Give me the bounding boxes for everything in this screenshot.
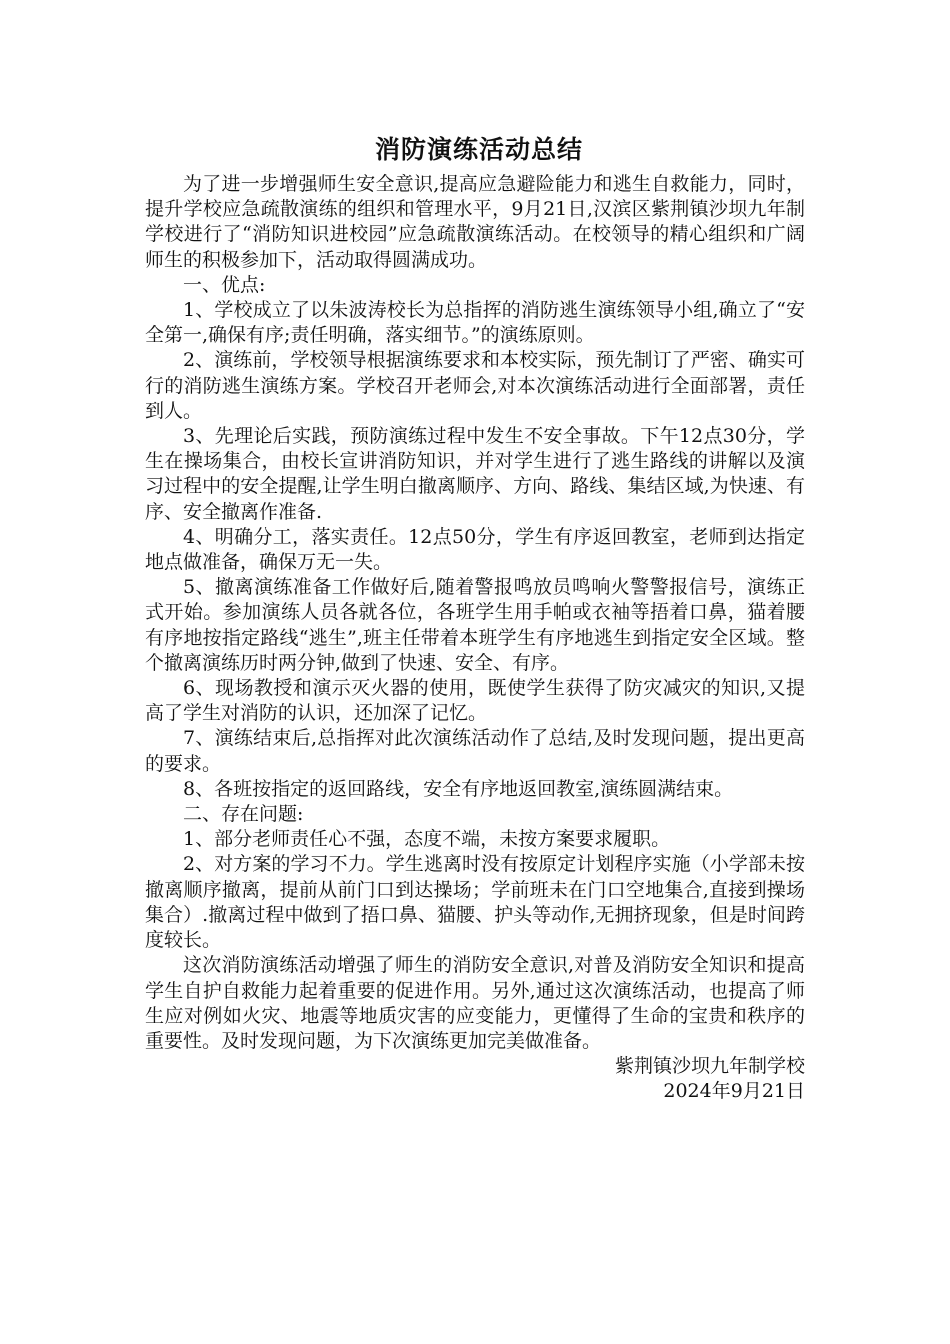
paragraph-intro: 为了进一步增强师生安全意识,提高应急避险能力和逃生自救能力，同时，提升学校应急疏散演练的组织和管理水平，9月21日,汉滨区紫荆镇沙坝九年制学校进行了“消防知识进校园”应急疏散演练活动。在校领导的精心组织和广阔师生的积极参加下，活动取得圆满成功。 <box>145 173 805 271</box>
paragraph-strength-3: 3、先理论后实践，预防演练过程中发生不安全事故。下午12点30分，学生在操场集合，由校长宣讲消防知识，并对学生进行了逃生路线的讲解以及演习过程中的安全提醒,让学生明白撤离顺序、方向、路线、集结区域,为快速、有序、安全撤离作准备. <box>145 425 805 523</box>
document-title: 消防演练活动总结 <box>374 135 583 164</box>
paragraph-problem-2: 2、对方案的学习不力。学生逃离时没有按原定计划程序实施（小学部未按撤离顺序撤离，提前从前门口到达操场；学前班未在门口空地集合,直接到操场集合）.撤离过程中做到了捂口鼻、猫腰、护头等动作,无拥挤现象，但是时间跨度较长。 <box>145 853 805 952</box>
paragraph-strength-7: 7、演练结束后,总指挥对此次演练活动作了总结,及时发现问题，提出更高的要求。 <box>145 727 805 775</box>
paragraph-conclusion: 这次消防演练活动增强了师生的消防安全意识,对普及消防安全知识和提高学生自护自救能力起着重要的促进作用。另外,通过这次演练活动，也提高了师生应对例如火灾、地震等地质灾害的应变能力，更懂得了生命的宝贵和秩序的重要性。及时发现问题，为下次演练更加完美做准备。 <box>145 954 805 1052</box>
paragraph-strength-1: 1、学校成立了以朱波涛校长为总指挥的消防逃生演练领导小组,确立了“安全第一,确保有序;责任明确，落实细节。”的演练原则。 <box>145 299 805 347</box>
section-heading-strengths: 一、优点: <box>183 273 266 296</box>
document-page <box>145 128 805 1105</box>
section-heading-problems: 二、存在问题: <box>183 803 304 826</box>
signature-date: 2024年9月21日 <box>663 1080 805 1103</box>
signature-organization: 紫荆镇沙坝九年制学校 <box>614 1055 805 1078</box>
paragraph-strength-2: 2、演练前，学校领导根据演练要求和本校实际，预先制订了严密、确实可行的消防逃生演练方案。学校召开老师会,对本次演练活动进行全面部署，责任到人。 <box>145 349 805 422</box>
paragraph-problem-1: 1、部分老师责任心不强，态度不端，未按方案要求履职。 <box>183 828 671 851</box>
document-body <box>145 172 805 1054</box>
paragraph-strength-6: 6、现场教授和演示灭火器的使用，既使学生获得了防灾减灾的知识,又提高了学生对消防的认识，还加深了记忆。 <box>145 677 805 725</box>
paragraph-strength-8: 8、各班按指定的返回路线，安全有序地返回教室,演练圆满结束。 <box>183 777 734 800</box>
paragraph-strength-5: 5、撤离演练准备工作做好后,随着警报鸣放员鸣响火警警报信号，演练正式开始。参加演练人员各就各位，各班学生用手帕或衣袖等捂着口鼻，猫着腰有序地按指定路线“逃生”,班主任带着本班学生有序地逃生到指定安全区域。整个撤离演练历时两分钟,做到了快速、安全、有序。 <box>145 576 805 674</box>
signature-block <box>145 1054 805 1104</box>
paragraph-strength-4: 4、明确分工，落实责任。12点50分，学生有序返回教室，老师到达指定地点做准备，确保万无一失。 <box>145 525 805 574</box>
